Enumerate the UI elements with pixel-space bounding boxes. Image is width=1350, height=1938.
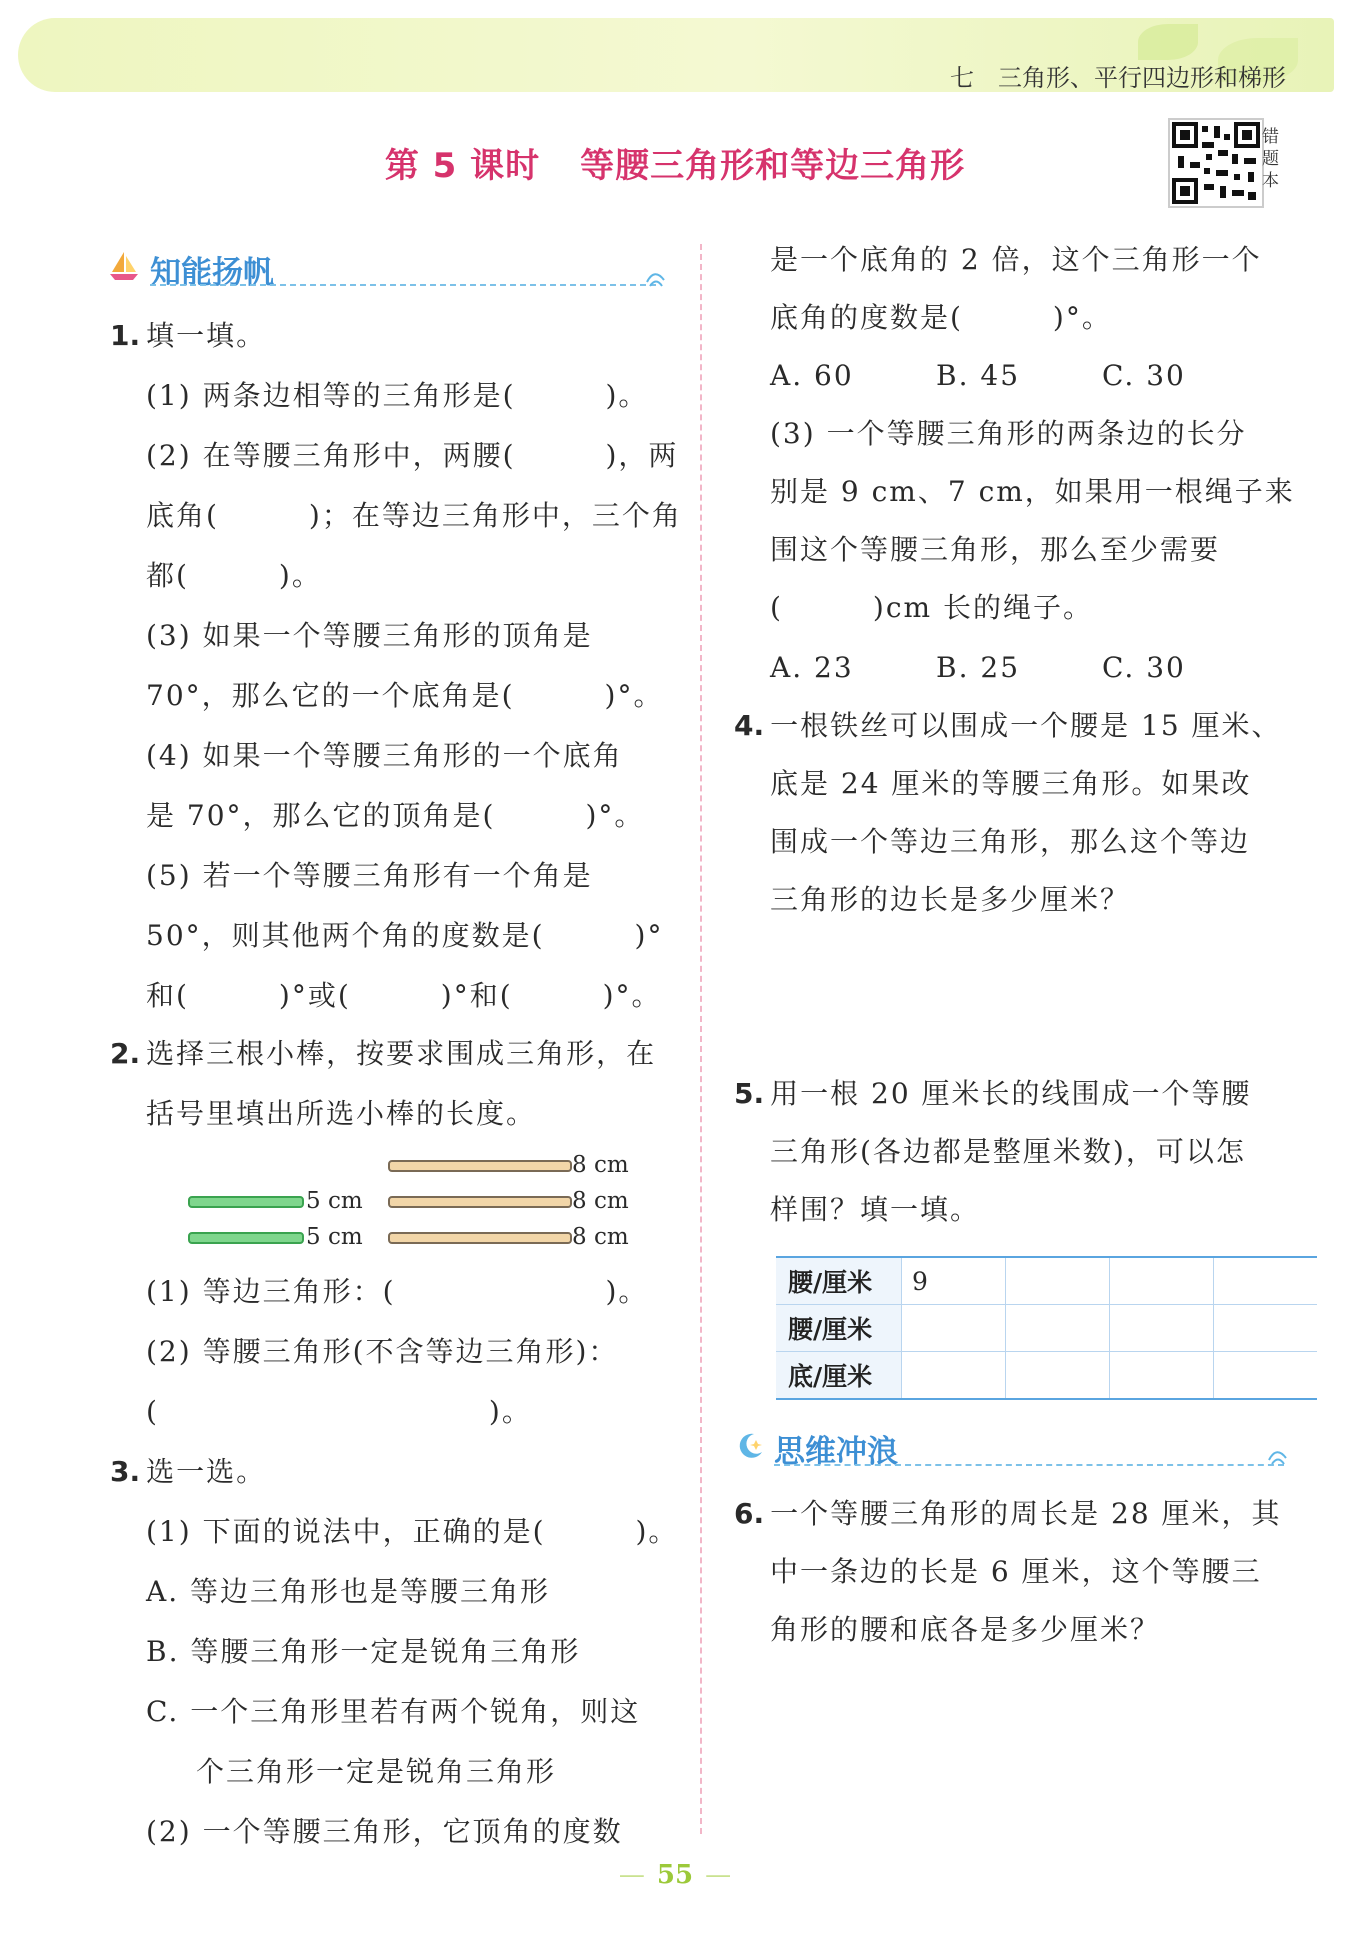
question-number: 2. <box>110 1037 141 1070</box>
q6-line-3: 角形的腰和底各是多少厘米？ <box>770 1613 1161 1646</box>
table-cell[interactable] <box>1214 1257 1318 1305</box>
question-stem: 填一填。 <box>146 319 267 352</box>
question-number: 4. <box>734 709 765 742</box>
table-cell[interactable] <box>1006 1352 1110 1400</box>
table-row <box>776 1305 1317 1352</box>
q1-line-5: (3) 如果一个等腰三角形的顶角是 <box>146 619 593 652</box>
row-label: 腰/厘米 <box>776 1257 902 1305</box>
question-stem: 一根铁丝可以围成一个腰是 15 厘米、 <box>770 709 1282 742</box>
q3-part-3: (3) 一个等腰三角形的两条边的长分 <box>770 417 1247 450</box>
q3-part-3-cont2: 围这个等腰三角形，那么至少需要 <box>770 533 1221 566</box>
question-4 <box>734 706 1282 746</box>
section-divider <box>774 1464 1284 1466</box>
section-divider <box>150 284 656 286</box>
q2-answer-3: ( )。 <box>146 1395 532 1428</box>
q4-line-2: 底是 24 厘米的等腰三角形。如果改 <box>770 767 1252 800</box>
table-cell[interactable] <box>902 1305 1006 1352</box>
stick-8cm <box>388 1232 572 1244</box>
q1-line-4: 都( )。 <box>146 559 322 592</box>
q3-p2-option-b: B. 45 <box>936 359 1021 392</box>
question-2 <box>110 1034 656 1074</box>
q4-line-4: 三角形的边长是多少厘米？ <box>770 883 1131 916</box>
q2-line-2: 括号里填出所选小棒的长度。 <box>146 1097 537 1130</box>
question-stem: 用一根 20 厘米长的线围成一个等腰 <box>770 1077 1252 1110</box>
qr-code-icon[interactable] <box>1168 118 1264 208</box>
question-6 <box>734 1494 1282 1534</box>
q1-line-8: 是 70°，那么它的顶角是( )°。 <box>146 799 645 832</box>
stick-5cm <box>188 1232 304 1244</box>
table-cell[interactable] <box>1006 1305 1110 1352</box>
lesson-number: 第 5 课时 <box>384 146 541 186</box>
q3-p3-option-a: A. 23 <box>770 651 854 684</box>
q4-line-3: 围成一个等边三角形，那么这个等边 <box>770 825 1251 858</box>
row-label: 底/厘米 <box>776 1352 902 1400</box>
q3-p3-option-c: C. 30 <box>1102 651 1186 684</box>
q1-line-2: (2) 在等腰三角形中，两腰( )，两 <box>146 439 679 472</box>
q1-line-6: 70°，那么它的一个底角是( )°。 <box>146 679 664 712</box>
question-number: 6. <box>734 1497 765 1530</box>
q3-part-2-cont: 是一个底角的 2 倍，这个三角形一个 <box>770 243 1262 276</box>
qr-label: 错题本 <box>1262 127 1279 191</box>
question-number: 3. <box>110 1455 141 1488</box>
q1-line-7: (4) 如果一个等腰三角形的一个底角 <box>146 739 623 772</box>
question-stem: 选择三根小棒，按要求围成三角形，在 <box>146 1037 657 1070</box>
moon-star-icon <box>734 1430 766 1462</box>
lesson-title <box>0 138 1350 187</box>
stick-label: 8 cm <box>572 1188 629 1214</box>
table-cell[interactable] <box>902 1352 1006 1400</box>
q1-line-3: 底角( )；在等边三角形中，三个角 <box>146 499 682 532</box>
q3-p2-option-c: C. 30 <box>1102 359 1186 392</box>
question-stem: 选一选。 <box>146 1455 267 1488</box>
table-cell[interactable] <box>1214 1305 1318 1352</box>
section-title-siwei: 思维冲浪 <box>774 1434 898 1470</box>
question-1 <box>110 316 266 356</box>
table-cell[interactable] <box>1214 1352 1318 1400</box>
leaf-decoration <box>1138 24 1198 60</box>
question-3 <box>110 1452 266 1492</box>
wave-icon <box>646 270 666 288</box>
q3-p2-option-a: A. 60 <box>770 359 854 392</box>
row-label: 腰/厘米 <box>776 1305 902 1352</box>
question-stem: 一个等腰三角形的周长是 28 厘米，其 <box>770 1497 1282 1530</box>
q6-line-2: 中一条边的长是 6 厘米，这个等腰三 <box>770 1555 1262 1588</box>
question-number: 1. <box>110 319 141 352</box>
q5-line-3: 样围？填一填。 <box>770 1193 981 1226</box>
lesson-name: 等腰三角形和等边三角形 <box>580 146 966 186</box>
sailboat-icon <box>108 250 140 282</box>
table-cell[interactable] <box>1006 1257 1110 1305</box>
q3-part-2-cont2: 底角的度数是( )°。 <box>770 301 1112 334</box>
q3-option-b: B. 等腰三角形一定是锐角三角形 <box>146 1635 581 1668</box>
stick-5cm <box>188 1196 304 1208</box>
q1-line-1: (1) 两条边相等的三角形是( )。 <box>146 379 649 412</box>
question-5 <box>734 1074 1252 1114</box>
q1-line-10: 50°，则其他两个角的度数是( )° <box>146 919 664 952</box>
table-cell[interactable] <box>1110 1257 1214 1305</box>
table-cell[interactable] <box>1110 1352 1214 1400</box>
q5-line-2: 三角形(各边都是整厘米数)，可以怎 <box>770 1135 1246 1168</box>
question-number: 5. <box>734 1077 765 1110</box>
page-number: — 55 — <box>0 1860 1350 1890</box>
stick-label: 5 cm <box>306 1224 363 1250</box>
q3-p3-option-b: B. 25 <box>936 651 1021 684</box>
q3-part-1: (1) 下面的说法中，正确的是( )。 <box>146 1515 679 1548</box>
q3-option-a: A. 等边三角形也是等腰三角形 <box>146 1575 551 1608</box>
column-divider <box>700 244 702 1834</box>
q1-line-9: (5) 若一个等腰三角形有一个角是 <box>146 859 593 892</box>
q3-part-3-cont3: ( )cm 长的绳子。 <box>770 591 1093 624</box>
table-row <box>776 1352 1317 1400</box>
wave-icon <box>1268 1448 1288 1466</box>
q2-answer-1: (1) 等边三角形：( )。 <box>146 1275 649 1308</box>
chapter-title: 七 三角形、平行四边形和梯形 <box>950 64 1286 92</box>
q3-option-c: C. 一个三角形里若有两个锐角，则这 <box>146 1695 641 1728</box>
q2-answer-2: (2) 等腰三角形(不含等边三角形)： <box>146 1335 619 1368</box>
q3-part-2: (2) 一个等腰三角形，它顶角的度数 <box>146 1815 623 1848</box>
stick-8cm <box>388 1160 572 1172</box>
fill-in-table <box>776 1256 1317 1400</box>
stick-label: 8 cm <box>572 1152 629 1178</box>
q1-line-11: 和( )°或( )°和( )°。 <box>146 979 662 1012</box>
q3-part-3-cont: 别是 9 cm、7 cm，如果用一根绳子来 <box>770 475 1295 508</box>
stick-8cm <box>388 1196 572 1208</box>
stick-label: 5 cm <box>306 1188 363 1214</box>
table-cell[interactable]: 9 <box>902 1257 1006 1305</box>
q3-option-c-cont: 个三角形一定是锐角三角形 <box>196 1755 557 1788</box>
section-title-zhineng: 知能扬帆 <box>150 255 274 291</box>
stick-label: 8 cm <box>572 1224 629 1250</box>
table-cell[interactable] <box>1110 1305 1214 1352</box>
table-row <box>776 1257 1317 1305</box>
